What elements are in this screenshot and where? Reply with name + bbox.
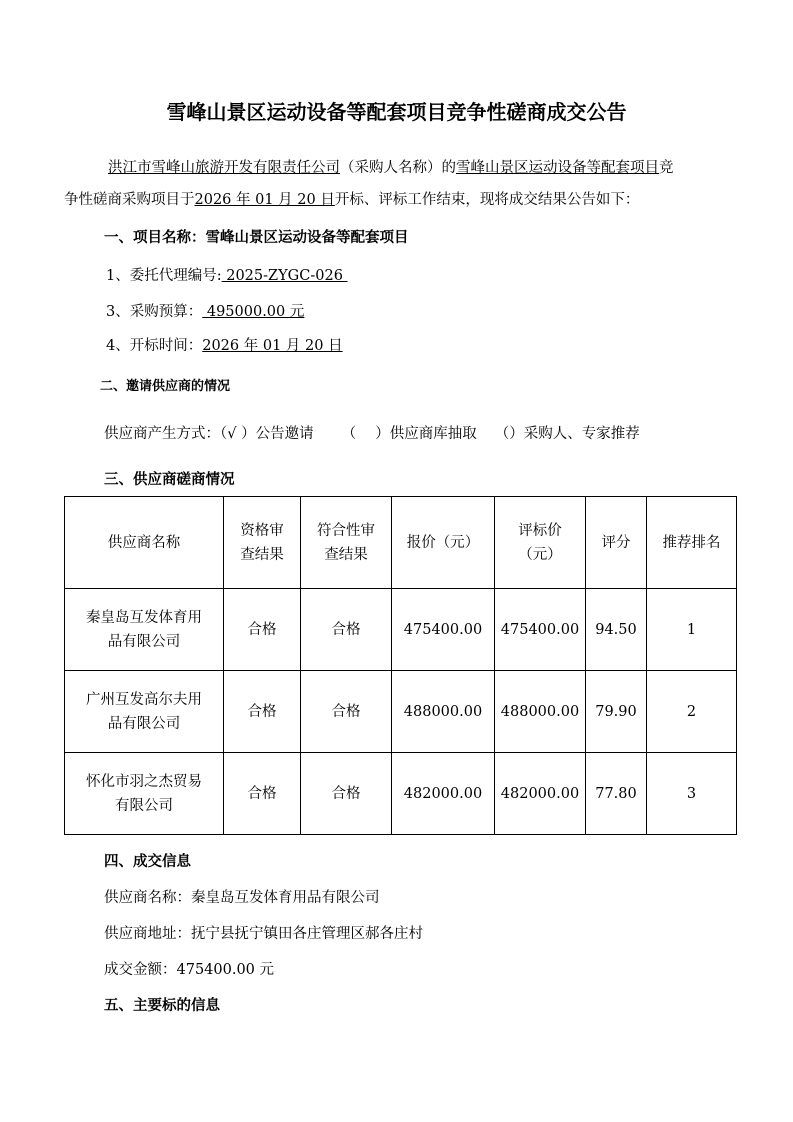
supplier-name — [65, 753, 224, 835]
opening-time — [106, 334, 343, 355]
page-title: 雪峰山景区运动设备等配套项目竞争性磋商成交公告 — [166, 100, 627, 124]
section-3-heading: 三、供应商磋商情况 — [104, 472, 235, 488]
conformity: 合格 — [301, 589, 392, 671]
intro-tail: 竞 — [659, 160, 674, 176]
eval-price: 475400.00 — [495, 589, 586, 671]
section-2-heading: 二、邀请供应商的情况 — [100, 379, 231, 394]
section-4-heading: 四、成交信息 — [104, 854, 191, 870]
col-header — [647, 497, 737, 589]
col-text: （元） — [518, 546, 562, 563]
col-header — [65, 497, 224, 589]
supplier-name — [65, 589, 224, 671]
intro-text-end: 开标、评标工作结束，现将成交结果公告如下： — [334, 192, 640, 208]
col-header — [392, 497, 495, 589]
qualification: 合格 — [224, 753, 301, 835]
value: 2026 年 01 月 20 日 — [202, 338, 343, 354]
col-header — [586, 497, 647, 589]
col-text: 查结果 — [240, 546, 284, 563]
col-text: 供应商名称 — [107, 534, 181, 551]
col-text: 查结果 — [324, 546, 368, 563]
purchaser-name: 洪江市雪峰山旅游开发有限责任公司 — [108, 160, 340, 176]
rank: 3 — [647, 753, 737, 835]
col-text: 资格审 — [240, 522, 284, 539]
score: 77.80 — [586, 753, 647, 835]
supplier-name — [65, 671, 224, 753]
col-text: 推荐排名 — [662, 534, 721, 551]
agency-number — [106, 264, 348, 285]
price: 488000.00 — [392, 671, 495, 753]
qualification: 合格 — [224, 589, 301, 671]
table-header — [65, 497, 737, 589]
deal-supplier: 供应商名称：秦皇岛互发体育用品有限公司 — [104, 890, 380, 906]
table-row — [65, 753, 737, 835]
supplier-method — [104, 422, 640, 443]
col-text: 评分 — [601, 534, 631, 551]
rank: 2 — [647, 671, 737, 753]
option-recommend: （）采购人、专家推荐 — [494, 426, 640, 442]
table-row — [65, 589, 737, 671]
budget — [106, 300, 304, 321]
intro-line-1 — [108, 156, 674, 177]
option-public: （√ ）公告邀请 — [220, 426, 314, 442]
col-header — [224, 497, 301, 589]
conformity: 合格 — [301, 753, 392, 835]
score: 79.90 — [586, 671, 647, 753]
conformity: 合格 — [301, 671, 392, 753]
qualification: 合格 — [224, 671, 301, 753]
supplier-table — [64, 496, 737, 835]
label: 3、采购预算： — [106, 304, 203, 320]
table-row — [65, 671, 737, 753]
col-header — [495, 497, 586, 589]
eval-price: 482000.00 — [495, 753, 586, 835]
text: 品有限公司 — [107, 715, 181, 732]
value: 495000.00 元 — [202, 304, 305, 320]
section-1-heading: 一、项目名称：雪峰山景区运动设备等配套项目 — [104, 230, 409, 246]
eval-price: 488000.00 — [495, 671, 586, 753]
col-header — [301, 497, 392, 589]
label: 1、委托代理编号: — [106, 268, 222, 284]
option-library: （ ）供应商库抽取 — [341, 426, 477, 442]
intro-line-2 — [64, 188, 639, 209]
price: 482000.00 — [392, 753, 495, 835]
text: 有限公司 — [115, 797, 173, 814]
intro-text: 争性磋商采购项目于 — [64, 192, 195, 208]
project-name: 雪峰山景区运动设备等配套项目 — [456, 160, 659, 176]
col-text: 评标价 — [518, 522, 562, 539]
purchaser-note: （采购人名称）的 — [340, 160, 456, 176]
deal-address: 供应商地址：抚宁县抚宁镇田各庄管理区郝各庄村 — [104, 926, 423, 942]
label: 4、开标时间： — [106, 338, 203, 354]
deal-amount: 成交金额：475400.00 元 — [104, 962, 275, 978]
price: 475400.00 — [392, 589, 495, 671]
section-5-heading: 五、主要标的信息 — [104, 998, 220, 1014]
col-text: 符合性审 — [317, 522, 375, 539]
value: 2025-ZYGC-026 — [221, 268, 348, 284]
text: 怀化市羽之杰贸易 — [86, 773, 202, 790]
rank: 1 — [647, 589, 737, 671]
text: 秦皇岛互发体育用 — [86, 609, 202, 626]
text: 广州互发高尔夫用 — [86, 691, 202, 708]
score: 94.50 — [586, 589, 647, 671]
opening-date: 2026 年 01 月 20 日 — [194, 192, 335, 208]
label: 供应商产生方式： — [104, 426, 220, 442]
text: 品有限公司 — [107, 633, 181, 650]
col-text: 报价（元） — [406, 534, 480, 551]
